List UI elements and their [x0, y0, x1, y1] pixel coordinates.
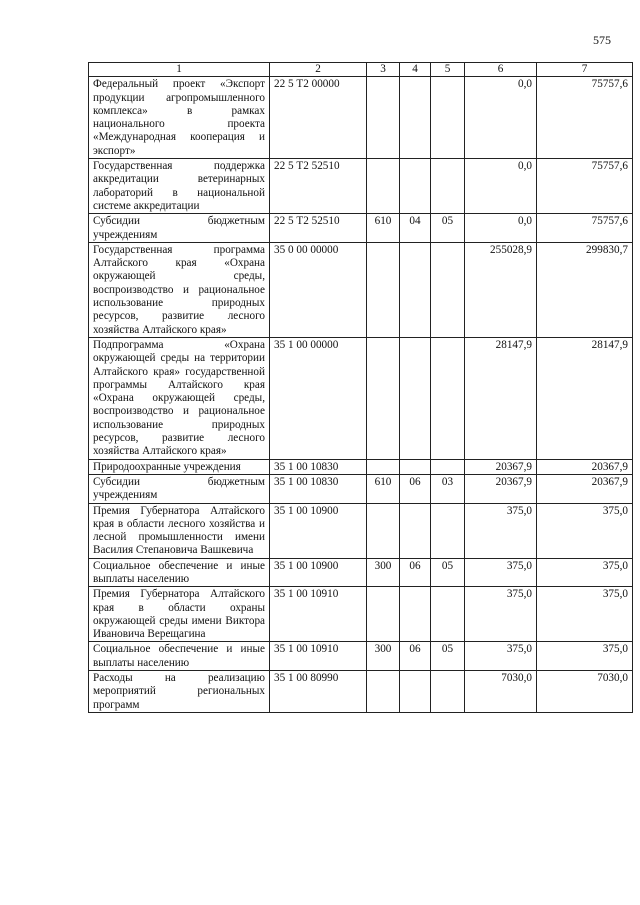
item-name-cell: Социальное обеспечение и иные выплаты населению [89, 558, 270, 587]
table-row [89, 242, 633, 337]
subsection-cell [431, 77, 465, 159]
target-code-cell: 35 0 00 00000 [270, 242, 367, 337]
section-cell [400, 159, 431, 214]
amount-year-1-cell: 375,0 [465, 587, 537, 642]
amount-year-1-cell: 28147,9 [465, 337, 537, 459]
expense-type-cell [367, 242, 400, 337]
item-name-cell: Премия Губернатора Алтайского края в области лесного хозяйства и лесной промышленности имени Василия Степановича Вашкевича [89, 503, 270, 558]
item-name-cell: Подпрограмма «Охрана окружающей среды на территории Алтайского края» государственной программы Алтайского края «Охрана окружающей среды, воспроизводство и рациональное использование природных ресурсов, развитие лесного хозяйства Алтайского края» [89, 337, 270, 459]
subsection-cell: 05 [431, 642, 465, 671]
budget-table [88, 62, 633, 713]
amount-year-1-cell: 7030,0 [465, 671, 537, 713]
item-name-cell: Субсидии бюджетным учреждениям [89, 474, 270, 503]
item-name-cell: Социальное обеспечение и иные выплаты населению [89, 642, 270, 671]
amount-year-1-cell: 255028,9 [465, 242, 537, 337]
page-number: 575 [593, 33, 611, 47]
subsection-cell [431, 242, 465, 337]
amount-year-1-cell: 0,0 [465, 77, 537, 159]
table-row [89, 77, 633, 159]
target-code-cell: 35 1 00 10910 [270, 642, 367, 671]
table-row [89, 159, 633, 214]
amount-year-1-cell: 375,0 [465, 503, 537, 558]
header-col-2: 2 [270, 63, 367, 77]
section-cell: 04 [400, 214, 431, 243]
item-name-cell: Государственная поддержка аккредитации ветеринарных лабораторий в национальной системе аккредитации [89, 159, 270, 214]
target-code-cell: 22 5 Т2 52510 [270, 214, 367, 243]
amount-year-2-cell: 375,0 [537, 587, 633, 642]
expense-type-cell [367, 459, 400, 474]
header-col-1: 1 [89, 63, 270, 77]
expense-type-cell: 300 [367, 642, 400, 671]
section-cell [400, 242, 431, 337]
amount-year-2-cell: 7030,0 [537, 671, 633, 713]
section-cell: 06 [400, 642, 431, 671]
table-row [89, 671, 633, 713]
target-code-cell: 35 1 00 00000 [270, 337, 367, 459]
target-code-cell: 35 1 00 10900 [270, 503, 367, 558]
item-name-cell: Субсидии бюджетным учреждениям [89, 214, 270, 243]
amount-year-2-cell: 75757,6 [537, 77, 633, 159]
header-col-3: 3 [367, 63, 400, 77]
item-name-cell: Природоохранные учреждения [89, 459, 270, 474]
subsection-cell: 03 [431, 474, 465, 503]
header-col-7: 7 [537, 63, 633, 77]
target-code-cell: 22 5 Т2 00000 [270, 77, 367, 159]
expense-type-cell [367, 671, 400, 713]
amount-year-2-cell: 75757,6 [537, 214, 633, 243]
amount-year-2-cell: 375,0 [537, 503, 633, 558]
table-row [89, 587, 633, 642]
section-cell [400, 77, 431, 159]
amount-year-2-cell: 20367,9 [537, 474, 633, 503]
subsection-cell: 05 [431, 214, 465, 243]
amount-year-2-cell: 75757,6 [537, 159, 633, 214]
section-cell [400, 459, 431, 474]
item-name-cell: Премия Губернатора Алтайского края в области охраны окружающей среды имени Виктора Ивановича Верещагина [89, 587, 270, 642]
amount-year-1-cell: 20367,9 [465, 474, 537, 503]
header-row [89, 63, 633, 77]
subsection-cell [431, 587, 465, 642]
table-row [89, 642, 633, 671]
expense-type-cell [367, 159, 400, 214]
subsection-cell [431, 459, 465, 474]
subsection-cell [431, 671, 465, 713]
table-row [89, 459, 633, 474]
expense-type-cell: 610 [367, 214, 400, 243]
expense-type-cell: 610 [367, 474, 400, 503]
target-code-cell: 35 1 00 80990 [270, 671, 367, 713]
amount-year-2-cell: 299830,7 [537, 242, 633, 337]
expense-type-cell [367, 587, 400, 642]
table-header [89, 63, 633, 77]
subsection-cell: 05 [431, 558, 465, 587]
target-code-cell: 35 1 00 10830 [270, 474, 367, 503]
amount-year-2-cell: 28147,9 [537, 337, 633, 459]
amount-year-2-cell: 375,0 [537, 558, 633, 587]
amount-year-2-cell: 20367,9 [537, 459, 633, 474]
item-name-cell: Государственная программа Алтайского края «Охрана окружающей среды, воспроизводство и рациональное использование природных ресурсов, развитие лесного хозяйства Алтайского края» [89, 242, 270, 337]
item-name-cell: Федеральный проект «Экспорт продукции агропромышленного комплекса» в рамках национального проекта «Международная кооперация и экспорт» [89, 77, 270, 159]
table-body [89, 77, 633, 713]
expense-type-cell [367, 337, 400, 459]
subsection-cell [431, 159, 465, 214]
expense-type-cell [367, 503, 400, 558]
target-code-cell: 35 1 00 10830 [270, 459, 367, 474]
table-row [89, 214, 633, 243]
amount-year-1-cell: 375,0 [465, 558, 537, 587]
section-cell: 06 [400, 474, 431, 503]
section-cell [400, 503, 431, 558]
amount-year-1-cell: 375,0 [465, 642, 537, 671]
expense-type-cell [367, 77, 400, 159]
expense-type-cell: 300 [367, 558, 400, 587]
subsection-cell [431, 503, 465, 558]
section-cell: 06 [400, 558, 431, 587]
table-row [89, 474, 633, 503]
target-code-cell: 22 5 Т2 52510 [270, 159, 367, 214]
subsection-cell [431, 337, 465, 459]
table-row [89, 337, 633, 459]
table-row [89, 503, 633, 558]
header-col-4: 4 [400, 63, 431, 77]
amount-year-1-cell: 0,0 [465, 214, 537, 243]
section-cell [400, 337, 431, 459]
target-code-cell: 35 1 00 10900 [270, 558, 367, 587]
header-col-5: 5 [431, 63, 465, 77]
table-row [89, 558, 633, 587]
amount-year-1-cell: 20367,9 [465, 459, 537, 474]
section-cell [400, 671, 431, 713]
target-code-cell: 35 1 00 10910 [270, 587, 367, 642]
amount-year-1-cell: 0,0 [465, 159, 537, 214]
amount-year-2-cell: 375,0 [537, 642, 633, 671]
header-col-6: 6 [465, 63, 537, 77]
item-name-cell: Расходы на реализацию мероприятий региональных программ [89, 671, 270, 713]
section-cell [400, 587, 431, 642]
